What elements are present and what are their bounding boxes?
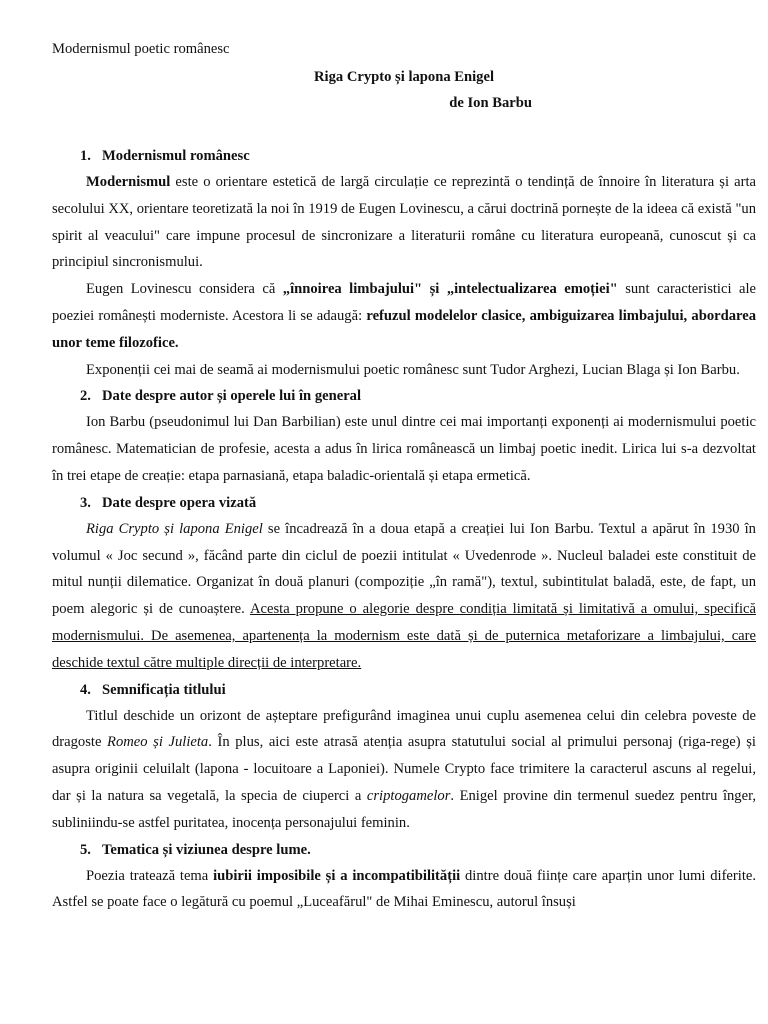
section-5-paragraph-1 [52, 863, 756, 917]
paragraph-text: Titlul deschide un orizont de așteptare prefigurând imaginea unui cuplu asemenea celui din celebra poveste de dragoste [52, 707, 756, 751]
paragraph-text: este o orientare estetică de largă circulație ce reprezintă o tendință de înnoire în literatura și arta secolului XX, orientare teoretizată la noi în 1919 de Eugen Lovinescu, a cărui doctrină pornește de la ideea că există "un spirit al veacului" care impune procesul de sincronizare a literaturii române cu literatura europeană, cunoscut și ca principiul sincronismului. [52, 174, 756, 271]
paragraph-text: Eugen Lovinescu considera că [86, 281, 283, 298]
paragraph-text: sunt caracteristici ale poeziei românești moderniste. Acestora li se adaugă: [52, 281, 756, 324]
bold-term: Modernismul [86, 174, 171, 190]
section-1-paragraph-1 [52, 169, 756, 276]
section-number: 5. [80, 841, 91, 858]
document-page [52, 38, 756, 916]
italic-text: Romeo și Julieta [107, 734, 209, 751]
italic-title: Riga Crypto și lapona Enigel [86, 520, 263, 537]
bold-term: iubirii imposibile și a incompatibilității [213, 867, 461, 884]
section-2-heading [52, 383, 756, 409]
section-title: Tematica și viziunea despre lume. [102, 841, 311, 858]
section-3-paragraph-1 [52, 516, 756, 677]
section-title: Modernismul românesc [102, 148, 250, 164]
section-title: Semnificația titlului [102, 681, 226, 698]
section-5-heading [52, 837, 756, 863]
section-4-paragraph-1 [52, 703, 756, 837]
italic-text: criptogamelor [366, 787, 451, 804]
underlined-text: Acesta propune o alegorie despre condiția limitată și limitativă a omului, specifică modernismului. De asemenea, apartenența la modernism este dată și de puternica metaforizare a limbajului, care deschide textul către multiple direcții de interpretare. [52, 601, 757, 671]
section-1-heading [52, 143, 756, 169]
document-author: de Ion Barbu [449, 95, 532, 111]
paragraph-text: dintre două ființe care aparțin unor lumi diferite. Astfel se poate face o legătură cu poemul „Luceafărul" de Mihai Eminescu, autorul însuși [52, 867, 757, 911]
section-4-heading [52, 677, 756, 703]
section-3-heading [52, 490, 756, 516]
section-1-paragraph-3: Exponenții cei mai de seamă ai modernismului poetic românesc sunt Tudor Arghezi, Lucian Blaga și Ion Barbu. [86, 361, 740, 378]
paragraph-text: . Enigel provine din termenul suedez pentru înger, subliniindu-se astfel puritatea, inocența personajului feminin. [52, 787, 757, 831]
section-number: 2. [80, 388, 91, 405]
paragraph-text: . În plus, aici este atrasă atenția asupra statutului social al primului personaj (riga-rege) și asupra originii celuilalt (lapona - locuitoare a Laponiei). Numele Crypto face trimitere la caracterul ascuns al regelui, dar și la natura sa vegetală, la specia de ciuperci a [52, 734, 756, 804]
section-number: 1. [80, 148, 91, 164]
paragraph-text: se încadrează în a doua etapă a creației lui Ion Barbu. Textul a apărut în 1930 în volumul « Joc secund », făcând parte din ciclul de poezii intitulat « Uvedenrode ». Nucleul baladei este constituit de mitul nunții dilematice. Organizat în două planuri (compoziție „în ramă"), textul, subintitulat baladă, este, de fapt, un poem alegoric și de cunoaștere. [52, 520, 756, 618]
section-title: Date despre opera vizată [102, 494, 257, 511]
document-title: Riga Crypto și lapona Enigel [313, 69, 494, 85]
paragraph-text: Poezia tratează tema [86, 867, 214, 884]
document-header: Modernismul poetic românesc [52, 41, 230, 57]
section-2-paragraph-1: Ion Barbu (pseudonimul lui Dan Barbilian) este unul dintre cei mai importanți exponenți ai modernismului poetic românesc. Matematician de profesie, acesta a adus în lirica românească un limbaj poetic inedit. Lirica lui s-a dezvoltat în trei etape de creație: etapa parnasiană, etapa baladic-orientală și etapa ermetică. [52, 414, 756, 484]
section-number: 4. [80, 681, 91, 698]
section-number: 3. [80, 494, 91, 511]
bold-term: refuzul modelelor clasice, ambiguizarea limbajului, abordarea unor teme filozofice. [52, 307, 757, 351]
section-title: Date despre autor și operele lui în general [102, 388, 362, 405]
section-1-paragraph-2 [52, 276, 756, 356]
bold-term: „înnoirea limbajului" și „intelectualizarea emoției" [282, 281, 618, 298]
